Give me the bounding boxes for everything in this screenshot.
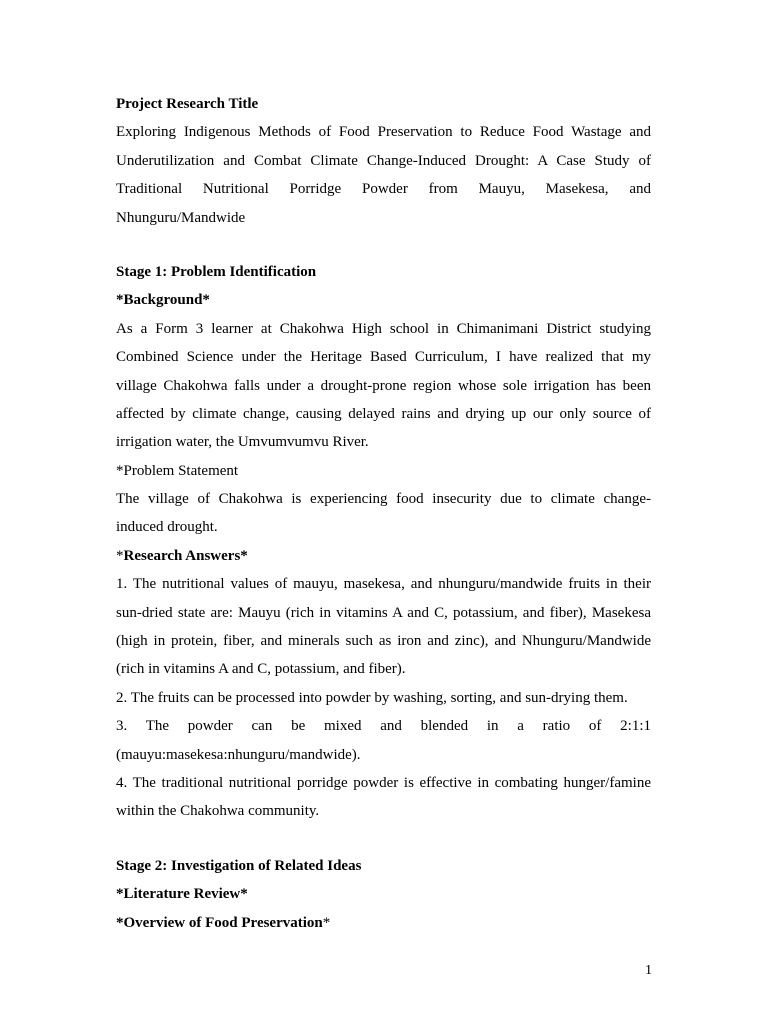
answer-line: 4. The traditional nutritional porridge powder is effective in combating hunger/famine [116, 774, 651, 791]
title-line: Traditional Nutritional Porridge Powder from Mauyu, Masekesa, and [116, 181, 651, 198]
stage1-heading: Stage 1: Problem Identification [116, 263, 317, 280]
problem-statement-line: induced drought. [116, 519, 218, 536]
answer-line: within the Chakohwa community. [116, 803, 320, 820]
research-answers-heading: *Research Answers* [116, 547, 248, 564]
answer-line: (high in protein, fiber, and minerals such as iron and zinc), and Nhunguru/Mandwide [116, 633, 651, 650]
overview-heading: *Overview of Food Preservation* [116, 914, 331, 931]
background-line: affected by climate change, causing delayed rains and drying up our only source of [116, 405, 651, 422]
background-line: As a Form 3 learner at Chakohwa High school in Chimanimani District studying [116, 320, 651, 337]
title-line: Exploring Indigenous Methods of Food Preservation to Reduce Food Wastage and [116, 124, 651, 141]
problem-statement-line: The village of Chakohwa is experiencing food insecurity due to climate change- [116, 491, 651, 508]
background-line: village Chakohwa falls under a drought-prone region whose sole irrigation has been [116, 377, 651, 394]
answer-line: (rich in vitamins A and C, potassium, and fiber). [116, 661, 406, 678]
literature-review-heading: *Literature Review* [116, 886, 248, 903]
background-heading: *Background* [116, 292, 210, 309]
problem-statement-heading: *Problem Statement [116, 462, 239, 479]
title-line: Underutilization and Combat Climate Change-Induced Drought: A Case Study of [116, 152, 651, 169]
stage2-heading: Stage 2: Investigation of Related Ideas [116, 857, 362, 874]
answer-line: 3. The powder can be mixed and blended in a ratio of 2:1:1 [116, 718, 651, 735]
title-line: Nhunguru/Mandwide [116, 209, 246, 226]
background-line: irrigation water, the Umvumvumvu River. [116, 434, 369, 451]
answer-line: sun-dried state are: Mauyu (rich in vitamins A and C, potassium, and fiber), Masekesa [116, 604, 651, 621]
answer-line: (mauyu:masekesa:nhunguru/mandwide). [116, 746, 361, 763]
background-line: Combined Science under the Heritage Based Curriculum, I have realized that my [116, 349, 651, 366]
project-title-heading: Project Research Title [116, 96, 259, 112]
document-body [116, 90, 651, 937]
answer-line: 1. The nutritional values of mauyu, masekesa, and nhunguru/mandwide fruits in their [116, 576, 651, 593]
page-number: 1 [645, 963, 652, 978]
answer-line: 2. The fruits can be processed into powder by washing, sorting, and sun-drying them. [116, 689, 628, 706]
